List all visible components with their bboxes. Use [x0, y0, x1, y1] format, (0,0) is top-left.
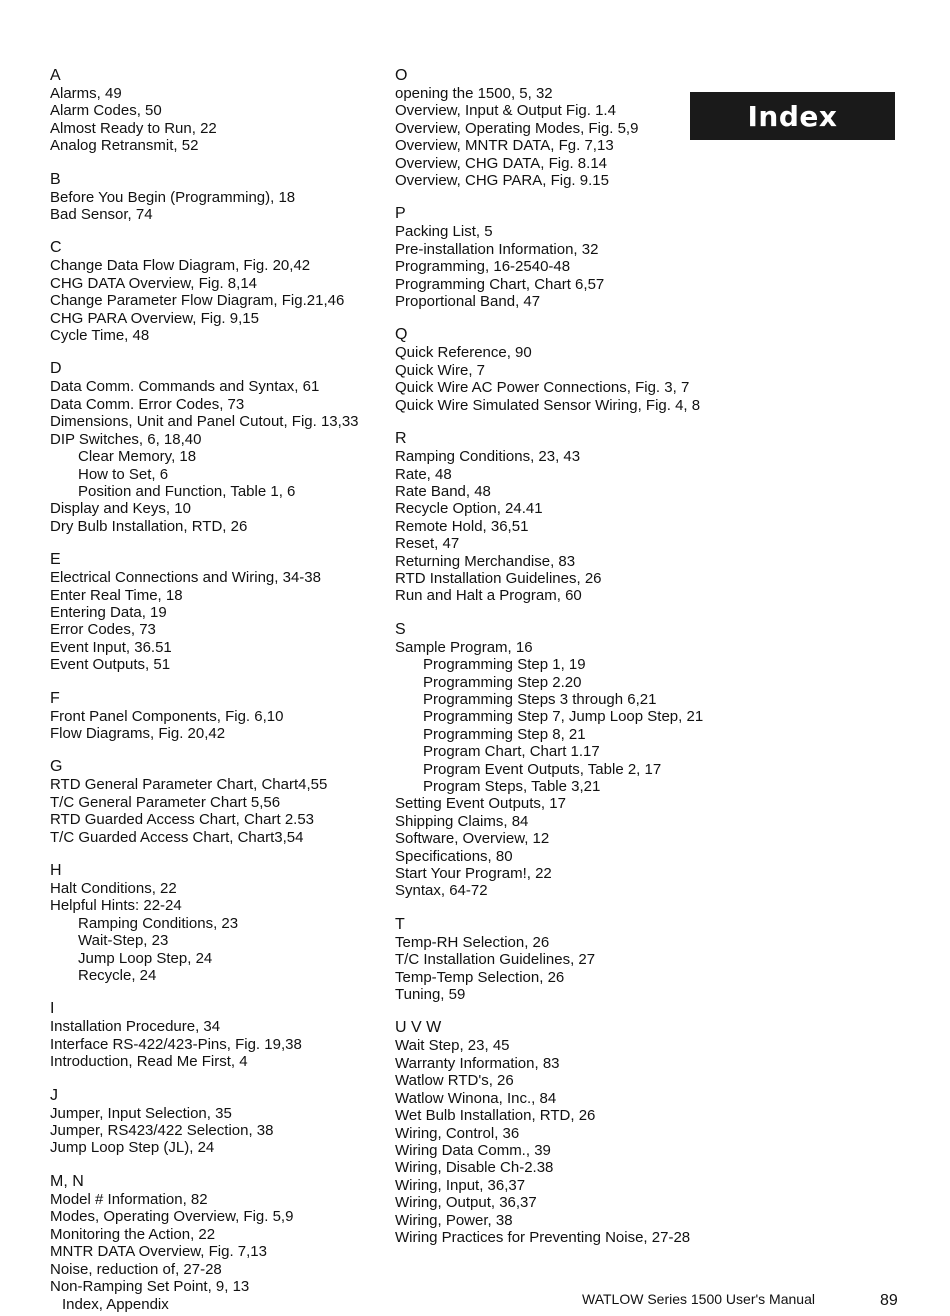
index-subentry: Program Event Outputs, Table 2, 17 [423, 760, 662, 778]
index-column-left [50, 66, 390, 1310]
index-entry: Jump Loop Step (JL), 24 [50, 1139, 215, 1157]
index-entry: Start Your Program!, 22 [395, 865, 552, 883]
index-entry: Run and Halt a Program, 60 [395, 587, 582, 605]
index-entry: Wet Bulb Installation, RTD, 26 [395, 1107, 596, 1125]
index-entry: Error Codes, 73 [50, 621, 156, 639]
section-letter: P [395, 205, 406, 223]
index-subentry: Ramping Conditions, 23 [78, 914, 239, 932]
index-subentry: Wait-Step, 23 [78, 932, 169, 950]
section-letter: O [395, 67, 408, 84]
index-entry: Front Panel Components, Fig. 6,10 [50, 707, 284, 725]
index-entry: Proportional Band, 47 [395, 293, 541, 311]
index-entry: Reset, 47 [395, 535, 460, 553]
index-entry: Returning Merchandise, 83 [395, 552, 576, 570]
index-entry: Programming Chart, Chart 6,57 [395, 275, 605, 293]
section-letter: C [50, 239, 62, 257]
index-entry: Temp-Temp Selection, 26 [395, 968, 565, 986]
index-subentry: How to Set, 6 [78, 465, 169, 483]
index-entry: Alarms, 49 [50, 85, 122, 102]
section-letter: S [395, 620, 406, 638]
index-entry: Event Input, 36.51 [50, 638, 172, 656]
index-entry: Bad Sensor, 74 [50, 206, 153, 224]
index-entry: CHG DATA Overview, Fig. 8,14 [50, 274, 258, 292]
index-entry: Temp-RH Selection, 26 [395, 933, 550, 951]
index-entry: Ramping Conditions, 23, 43 [395, 448, 581, 466]
index-section [395, 915, 725, 1004]
index-entry: Remote Hold, 36,51 [395, 517, 529, 535]
index-subentry: Program Steps, Table 3,21 [423, 778, 601, 795]
index-section [50, 1172, 390, 1295]
index-entry: Monitoring the Action, 22 [50, 1225, 216, 1243]
index-entry: Data Comm. Error Codes, 73 [50, 395, 245, 413]
index-entry: Setting Event Outputs, 17 [395, 795, 566, 813]
index-entry: Modes, Operating Overview, Fig. 5,9 [50, 1208, 294, 1226]
index-entry: Jumper, Input Selection, 35 [50, 1104, 232, 1122]
index-entry: Enter Real Time, 18 [50, 586, 183, 604]
index-entry: Watlow Winona, Inc., 84 [395, 1089, 557, 1107]
index-subentry: Position and Function, Table 1, 6 [78, 482, 296, 500]
index-section [50, 238, 390, 344]
index-section [395, 325, 725, 414]
index-section [395, 429, 725, 605]
index-entry: RTD Guarded Access Chart, Chart 2.53 [50, 811, 315, 829]
index-entry: Quick Wire Simulated Sensor Wiring, Fig. 4, 8 [395, 396, 701, 414]
index-entry: Wiring Data Comm., 39 [395, 1141, 551, 1159]
index-entry: Watlow RTD's, 26 [395, 1072, 514, 1090]
index-entry: Wait Step, 23, 45 [395, 1037, 510, 1055]
section-letter: A [50, 67, 61, 84]
index-subentry: Programming Step 1, 19 [423, 656, 586, 674]
index-column-right [395, 66, 725, 1261]
index-subentry: Programming Step 2.20 [423, 673, 582, 691]
index-section [395, 204, 725, 310]
index-entry: Entering Data, 19 [50, 603, 167, 621]
index-entry: Before You Begin (Programming), 18 [50, 188, 296, 206]
index-entry: Recycle Option, 24.41 [395, 500, 543, 518]
index-entry: Non-Ramping Set Point, 9, 13 [50, 1277, 250, 1295]
index-section [395, 1018, 725, 1246]
section-letter: G [50, 758, 63, 776]
section-letter: I [50, 1000, 55, 1018]
section-letter: J [50, 1086, 58, 1104]
index-entry: Event Outputs, 51 [50, 656, 171, 674]
index-entry: Pre-installation Information, 32 [395, 240, 599, 258]
index-entry: Dimensions, Unit and Panel Cutout, Fig. 13,33 [50, 413, 359, 431]
index-entry: RTD General Parameter Chart, Chart4,55 [50, 776, 328, 794]
index-entry: Change Parameter Flow Diagram, Fig.21,46 [50, 292, 345, 310]
index-entry: Overview, MNTR DATA, Fg. 7,13 [395, 137, 614, 155]
index-section [50, 1086, 390, 1157]
index-entry: Syntax, 64-72 [395, 882, 488, 900]
section-letter: R [395, 430, 407, 448]
index-entry: Flow Diagrams, Fig. 20,42 [50, 724, 226, 742]
index-entry: Rate Band, 48 [395, 482, 491, 500]
index-section [50, 66, 390, 155]
index-entry: T/C General Parameter Chart 5,56 [50, 793, 281, 811]
index-entry: Quick Wire, 7 [395, 361, 486, 379]
section-letter: E [50, 551, 61, 569]
section-letter: F [50, 689, 60, 707]
section-letter: U V W [395, 1019, 442, 1037]
index-entry: Wiring, Input, 36,37 [395, 1176, 526, 1194]
index-entry: Rate, 48 [395, 465, 452, 483]
index-entry: Data Comm. Commands and Syntax, 61 [50, 378, 320, 396]
index-subentry: Clear Memory, 18 [78, 448, 197, 466]
index-entry: Dry Bulb Installation, RTD, 26 [50, 517, 248, 535]
index-entry: opening the 1500, 5, 32 [395, 85, 553, 102]
page-number: 89 [880, 1292, 898, 1309]
index-entry: Shipping Claims, 84 [395, 812, 529, 830]
index-subentry: Programming Steps 3 through 6,21 [423, 690, 657, 708]
index-entry: Electrical Connections and Wiring, 34-38 [50, 569, 321, 587]
index-entry: Sample Program, 16 [395, 638, 533, 656]
section-letter: T [395, 915, 405, 933]
index-entry: T/C Installation Guidelines, 27 [395, 951, 596, 969]
index-entry: Wiring, Control, 36 [395, 1124, 520, 1142]
footer-section-label: Index, Appendix [62, 1296, 169, 1313]
index-entry: Model # Information, 82 [50, 1190, 208, 1208]
index-entry: Analog Retransmit, 52 [50, 137, 199, 155]
index-subentry: Recycle, 24 [78, 967, 157, 985]
index-section [50, 359, 390, 535]
section-letter: D [50, 360, 62, 378]
index-entry: Alarm Codes, 50 [50, 102, 162, 120]
index-entry: Helpful Hints: 22-24 [50, 897, 182, 915]
index-entry: Programming, 16-2540-48 [395, 258, 571, 276]
index-entry: Wiring, Disable Ch-2.38 [395, 1159, 554, 1177]
index-entry: RTD Installation Guidelines, 26 [395, 569, 602, 587]
index-entry: Almost Ready to Run, 22 [50, 119, 217, 137]
section-letter: B [50, 170, 61, 188]
index-entry: Introduction, Read Me First, 4 [50, 1053, 248, 1071]
index-entry: Warranty Information, 83 [395, 1054, 560, 1072]
section-letter: H [50, 862, 62, 879]
index-section [50, 757, 390, 846]
index-entry: DIP Switches, 6, 18,40 [50, 430, 202, 448]
index-section [50, 861, 390, 984]
section-letter: Q [395, 326, 408, 344]
index-entry: Packing List, 5 [395, 223, 493, 241]
index-entry: Cycle Time, 48 [50, 327, 150, 345]
index-entry: Wiring, Power, 38 [395, 1211, 513, 1229]
index-entry: Noise, reduction of, 27-28 [50, 1260, 222, 1278]
index-entry: MNTR DATA Overview, Fig. 7,13 [50, 1243, 267, 1261]
index-section [50, 550, 390, 673]
index-entry: T/C Guarded Access Chart, Chart3,54 [50, 828, 304, 846]
index-section [50, 999, 390, 1070]
index-entry: Software, Overview, 12 [395, 830, 550, 848]
index-entry: Wiring, Output, 36,37 [395, 1194, 537, 1212]
index-entry: Change Data Flow Diagram, Fig. 20,42 [50, 257, 311, 275]
index-entry: Overview, CHG DATA, Fig. 8.14 [395, 154, 607, 172]
index-subentry: Programming Step 8, 21 [423, 725, 586, 743]
index-entry: Installation Procedure, 34 [50, 1018, 221, 1036]
index-tab-label: Index [747, 99, 838, 133]
index-subentry: Program Chart, Chart 1.17 [423, 743, 600, 761]
index-entry: Overview, CHG PARA, Fig. 9.15 [395, 172, 609, 190]
index-section [395, 66, 725, 189]
index-entry: Overview, Operating Modes, Fig. 5,9 [395, 119, 639, 137]
section-letter: M, N [50, 1172, 84, 1190]
index-entry: Interface RS-422/423-Pins, Fig. 19,38 [50, 1035, 302, 1053]
index-entry: Quick Reference, 90 [395, 344, 532, 362]
index-section [50, 689, 390, 743]
index-entry: Overview, Input & Output Fig. 1.4 [395, 102, 616, 120]
index-tab [690, 92, 895, 140]
index-entry: Jumper, RS423/422 Selection, 38 [50, 1122, 274, 1140]
index-section [50, 170, 390, 224]
footer-manual-title: WATLOW Series 1500 User's Manual [582, 1291, 815, 1307]
index-entry: Tuning, 59 [395, 986, 466, 1004]
index-entry: Wiring Practices for Preventing Noise, 27-28 [395, 1228, 691, 1246]
index-subentry: Programming Step 7, Jump Loop Step, 21 [423, 708, 704, 726]
index-entry: Specifications, 80 [395, 847, 513, 865]
index-section [395, 620, 725, 900]
index-entry: CHG PARA Overview, Fig. 9,15 [50, 309, 259, 327]
index-entry: Quick Wire AC Power Connections, Fig. 3, 7 [395, 379, 690, 397]
index-entry: Display and Keys, 10 [50, 500, 191, 518]
index-entry: Halt Conditions, 22 [50, 880, 177, 897]
index-subentry: Jump Loop Step, 24 [78, 949, 213, 967]
